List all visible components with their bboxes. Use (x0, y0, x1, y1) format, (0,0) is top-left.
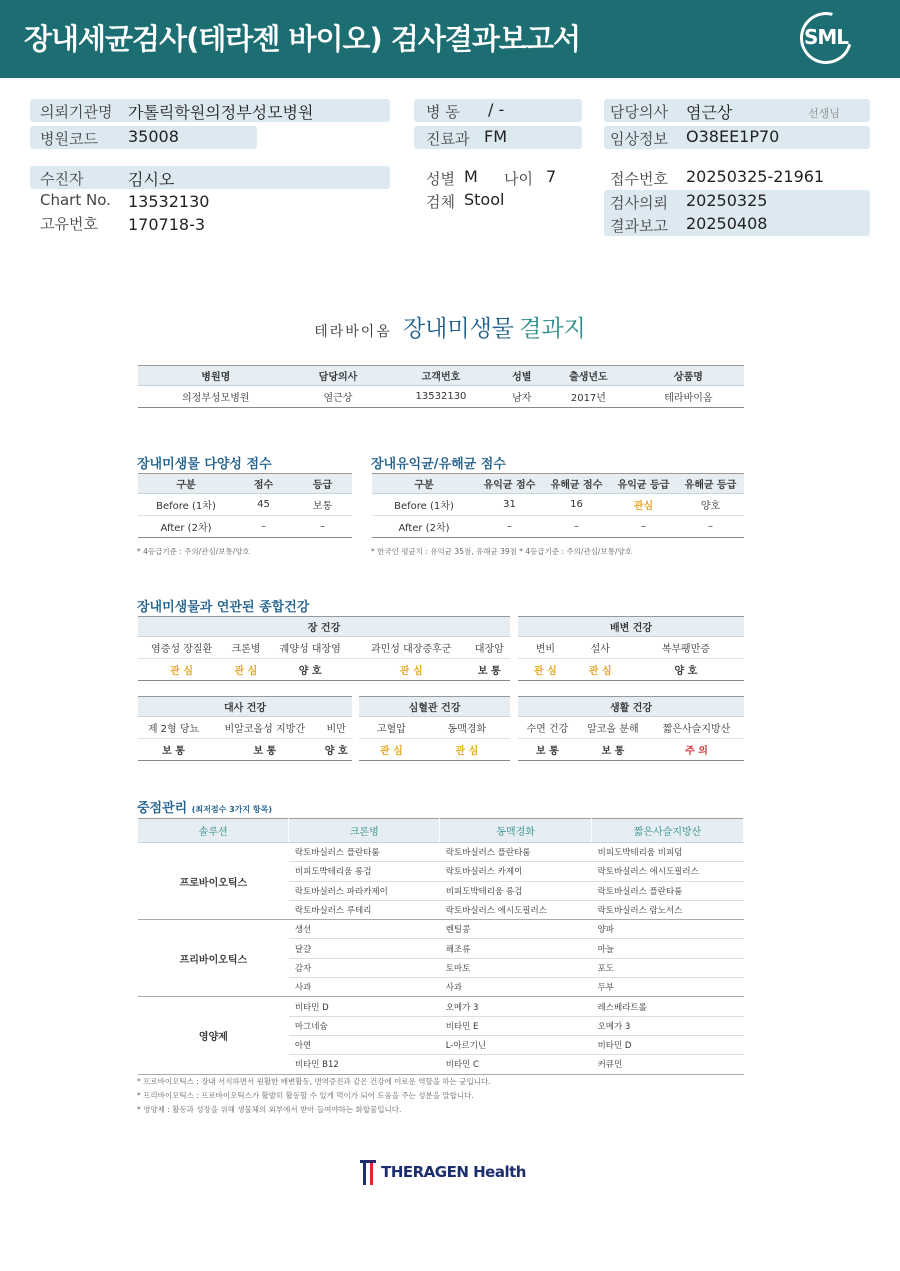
grade-cell: 양 호 (320, 739, 352, 761)
doctor-suffix: 선생님 (808, 107, 840, 120)
table-cell: – (677, 516, 744, 538)
table-cell: 락토바실러스 플란타룸 (592, 881, 744, 900)
clinical-label: 임상정보 (610, 130, 668, 148)
summary-table (138, 365, 744, 408)
theragen-logo (360, 1158, 526, 1186)
table-cell: 의정부성모병원 (138, 386, 294, 408)
bowel-health-header: 배변 건강 (518, 617, 744, 637)
col-header: 유해균 등급 (677, 474, 744, 494)
grade-cell: 주 의 (649, 739, 744, 761)
table-cell: After (2차) (138, 516, 234, 538)
health-item: 크론병 (225, 637, 266, 659)
table-cell: 비타민 E (440, 1016, 592, 1035)
health-item: 궤양성 대장염 (267, 637, 354, 659)
diversity-note: * 4등급기준 : 주의/관심/보통/양호 (137, 547, 250, 556)
grade-cell: 관 심 (359, 739, 424, 761)
report-header (0, 0, 900, 78)
table-cell: 2017년 (544, 386, 633, 408)
table-cell: 마늘 (592, 939, 744, 958)
health-item: 설사 (573, 637, 628, 659)
age-value: 7 (546, 167, 557, 186)
col-header: 구분 (138, 474, 234, 494)
table-cell: 비피도박테리움 비피덤 (592, 843, 744, 862)
col-header: 고객번호 (382, 366, 499, 386)
sml-logo: SML (800, 12, 852, 64)
institution-label: 의뢰기관명 (40, 103, 113, 121)
sex-value: M (464, 167, 478, 186)
table-cell: 비피도박테리움 롱검 (440, 881, 592, 900)
grade-cell: 관 심 (354, 659, 469, 681)
request-value: 20250325 (686, 191, 768, 210)
table-cell: 토마토 (440, 958, 592, 977)
col-header: 성별 (500, 366, 544, 386)
table-cell: 31 (476, 494, 543, 516)
title-part1: 장내미생물 (402, 316, 515, 342)
health-item: 동맥경화 (424, 717, 510, 739)
theragen-mark-icon (360, 1158, 376, 1186)
grade-cell: 관 심 (518, 659, 573, 681)
health-item: 알코올 분해 (577, 717, 649, 739)
grade-cell: 양 호 (267, 659, 354, 681)
info-bar (30, 166, 390, 189)
col-header: 등급 (293, 474, 352, 494)
table-cell: 락토바실러스 플란타룸 (289, 843, 440, 862)
table-cell: Before (1차) (372, 494, 476, 516)
table-cell: 사과 (440, 978, 592, 997)
ward-label: 병 동 (426, 103, 460, 121)
grade-cell: 보 통 (209, 739, 320, 761)
col-header: 짧은사슬지방산 (592, 819, 744, 843)
beneficial-table (372, 473, 744, 538)
table-cell: – (476, 516, 543, 538)
health-item: 과민성 대장증후군 (354, 637, 469, 659)
health-item: 고혈압 (359, 717, 424, 739)
col-header: 동맥경화 (440, 819, 592, 843)
hospital-code-value: 35008 (128, 127, 179, 146)
life-health-table (518, 696, 744, 761)
focus-note: * 프로바이오틱스 : 장내 서식하면서 원활한 배변활동, 면역증진과 같은 건강에 이로운 역할을 하는 균입니다. (137, 1077, 491, 1086)
table-cell: 레스베라트롤 (592, 997, 744, 1016)
table-cell: – (610, 516, 677, 538)
report-title: 장내세균검사(테라젠 바이오) 검사결과보고서 (24, 22, 580, 56)
table-cell: 락토바실러스 애시도필러스 (592, 862, 744, 881)
col-header: 점수 (234, 474, 293, 494)
table-cell: 16 (543, 494, 610, 516)
table-cell: 염근상 (294, 386, 383, 408)
col-header: 상품명 (633, 366, 744, 386)
table-cell: 비피도박테리움 롱검 (289, 862, 440, 881)
chart-value: 13532130 (128, 192, 210, 211)
result-title (0, 310, 900, 343)
title-part2: 결과지 (519, 316, 586, 342)
receipt-label: 접수번호 (610, 170, 668, 188)
col-header: 구분 (372, 474, 476, 494)
table-cell: 13532130 (382, 386, 499, 408)
grade-cell: 양 호 (628, 659, 744, 681)
health-item: 염증성 장질환 (138, 637, 225, 659)
table-cell: 생선 (289, 920, 440, 939)
patient-value: 김시오 (128, 170, 175, 189)
gut-health-table (138, 616, 510, 681)
request-label: 검사의뢰 (610, 194, 668, 212)
grade-cell: 관 심 (138, 659, 225, 681)
table-cell: – (293, 516, 352, 538)
col-header: 유익균 등급 (610, 474, 677, 494)
table-cell: 오메가 3 (592, 1016, 744, 1035)
group-label: 프로바이오틱스 (138, 843, 289, 920)
gut-health-header: 장 건강 (138, 617, 510, 637)
age-label: 나이 (504, 170, 533, 188)
receipt-value: 20250325-21961 (686, 167, 825, 186)
focus-note: * 영양제 : 활동과 성장을 위해 생물체의 외부에서 받아 들여야하는 화합물입니다. (137, 1105, 402, 1114)
table-cell: 남자 (500, 386, 544, 408)
grade-cell: 보 통 (518, 739, 577, 761)
grade-cell: 관 심 (573, 659, 628, 681)
table-cell: Before (1차) (138, 494, 234, 516)
chart-label: Chart No. (40, 191, 111, 209)
group-label: 프리바이오틱스 (138, 920, 289, 997)
report-label: 결과보고 (610, 217, 668, 235)
grade-cell: 관심 (610, 494, 677, 516)
sex-label: 성별 (426, 170, 455, 188)
metabolic-health-table (138, 696, 352, 761)
col-header: 출생년도 (544, 366, 633, 386)
report-value: 20250408 (686, 214, 768, 233)
beneficial-note: * 한국인 평균치 : 유익균 35점, 유해균 39점 * 4등급기준 : 주의/관심/보통/양호 (371, 547, 632, 556)
health-item: 짧은사슬지방산 (649, 717, 744, 739)
table-cell: 락토바실러스 애시도필러스 (440, 900, 592, 919)
table-cell: 비타민 C (440, 1055, 592, 1074)
table-cell: 두부 (592, 978, 744, 997)
health-item: 수면 건강 (518, 717, 577, 739)
clinical-value: O38EE1P70 (686, 127, 780, 146)
patient-label: 수진자 (40, 170, 84, 188)
table-cell: 해조류 (440, 939, 592, 958)
health-item: 비알코올성 지방간 (209, 717, 320, 739)
life-health-header: 생활 건강 (518, 697, 744, 717)
focus-title (137, 797, 272, 816)
table-cell: 달걀 (289, 939, 440, 958)
col-header: 유해균 점수 (543, 474, 610, 494)
table-cell: 마그네슘 (289, 1016, 440, 1035)
specimen-value: Stool (464, 190, 505, 209)
table-cell: 렌틸콩 (440, 920, 592, 939)
col-header: 담당의사 (294, 366, 383, 386)
col-header: 솔루션 (138, 819, 289, 843)
specimen-label: 검체 (426, 193, 455, 211)
grade-cell: 보 통 (138, 739, 209, 761)
metabolic-health-header: 대사 건강 (138, 697, 352, 717)
col-header: 병원명 (138, 366, 294, 386)
table-cell: After (2차) (372, 516, 476, 538)
diversity-table (138, 473, 352, 538)
department-value: FM (484, 127, 508, 146)
health-item: 비만 (320, 717, 352, 739)
table-cell: 락토바실러스 람노서스 (592, 900, 744, 919)
grade-cell: 관 심 (424, 739, 510, 761)
group-label: 영양제 (138, 997, 289, 1074)
focus-note: * 프리바이오틱스 : 프로바이오틱스가 활발히 활동할 수 있게 먹이가 되어 도움을 주는 성분을 말합니다. (137, 1091, 474, 1100)
table-cell: 커큐민 (592, 1055, 744, 1074)
table-cell: 양호 (677, 494, 744, 516)
table-cell: 45 (234, 494, 293, 516)
department-label: 진료과 (426, 130, 470, 148)
table-cell: – (543, 516, 610, 538)
doctor-label: 담당의사 (610, 103, 668, 121)
health-item: 변비 (518, 637, 573, 659)
brand-name: 테라바이옴 (314, 324, 392, 340)
diversity-title: 장내미생물 다양성 점수 (137, 457, 272, 472)
focus-title-text: 중점관리 (137, 801, 188, 816)
cardio-health-header: 심혈관 건강 (359, 697, 510, 717)
table-cell: 포도 (592, 958, 744, 977)
health-title: 장내미생물과 연관된 종합건강 (137, 600, 310, 615)
health-item: 복부팽만증 (628, 637, 744, 659)
table-cell: 비타민 D (289, 997, 440, 1016)
unique-label: 고유번호 (40, 215, 98, 233)
table-cell: – (234, 516, 293, 538)
unique-value: 170718-3 (128, 215, 206, 234)
col-header: 유익균 점수 (476, 474, 543, 494)
table-cell: 락토바실러스 파라카제이 (289, 881, 440, 900)
institution-value: 가톨릭학원의정부성모병원 (128, 103, 314, 122)
table-cell: 보통 (293, 494, 352, 516)
table-cell: 양파 (592, 920, 744, 939)
table-cell: 락토바실러스 플란타룸 (440, 843, 592, 862)
health-item: 대장암 (469, 637, 510, 659)
footer-brand: THERAGEN Health (381, 1163, 526, 1181)
table-cell: 감자 (289, 958, 440, 977)
grade-cell: 보 통 (469, 659, 510, 681)
grade-cell: 보 통 (577, 739, 649, 761)
grade-cell: 관 심 (225, 659, 266, 681)
col-header: 크론병 (289, 819, 440, 843)
bowel-health-table (518, 616, 744, 681)
table-cell: 아연 (289, 1035, 440, 1054)
focus-table (138, 818, 744, 1075)
table-cell: L-아르기닌 (440, 1035, 592, 1054)
table-cell: 락토바실러스 루테리 (289, 900, 440, 919)
table-cell: 락토바실러스 카제이 (440, 862, 592, 881)
ward-value: / - (488, 100, 505, 119)
table-cell: 사과 (289, 978, 440, 997)
table-cell: 오메가 3 (440, 997, 592, 1016)
hospital-code-label: 병원코드 (40, 130, 98, 148)
table-cell: 비타민 D (592, 1035, 744, 1054)
beneficial-title: 장내유익균/유해균 점수 (371, 457, 506, 472)
health-item: 제 2형 당뇨 (138, 717, 209, 739)
table-cell: 비타민 B12 (289, 1055, 440, 1074)
cardio-health-table (359, 696, 510, 761)
doctor-value: 염근상 (686, 103, 733, 122)
focus-subtitle: (최저점수 3가지 항목) (191, 805, 273, 814)
table-cell: 테라바이옴 (633, 386, 744, 408)
